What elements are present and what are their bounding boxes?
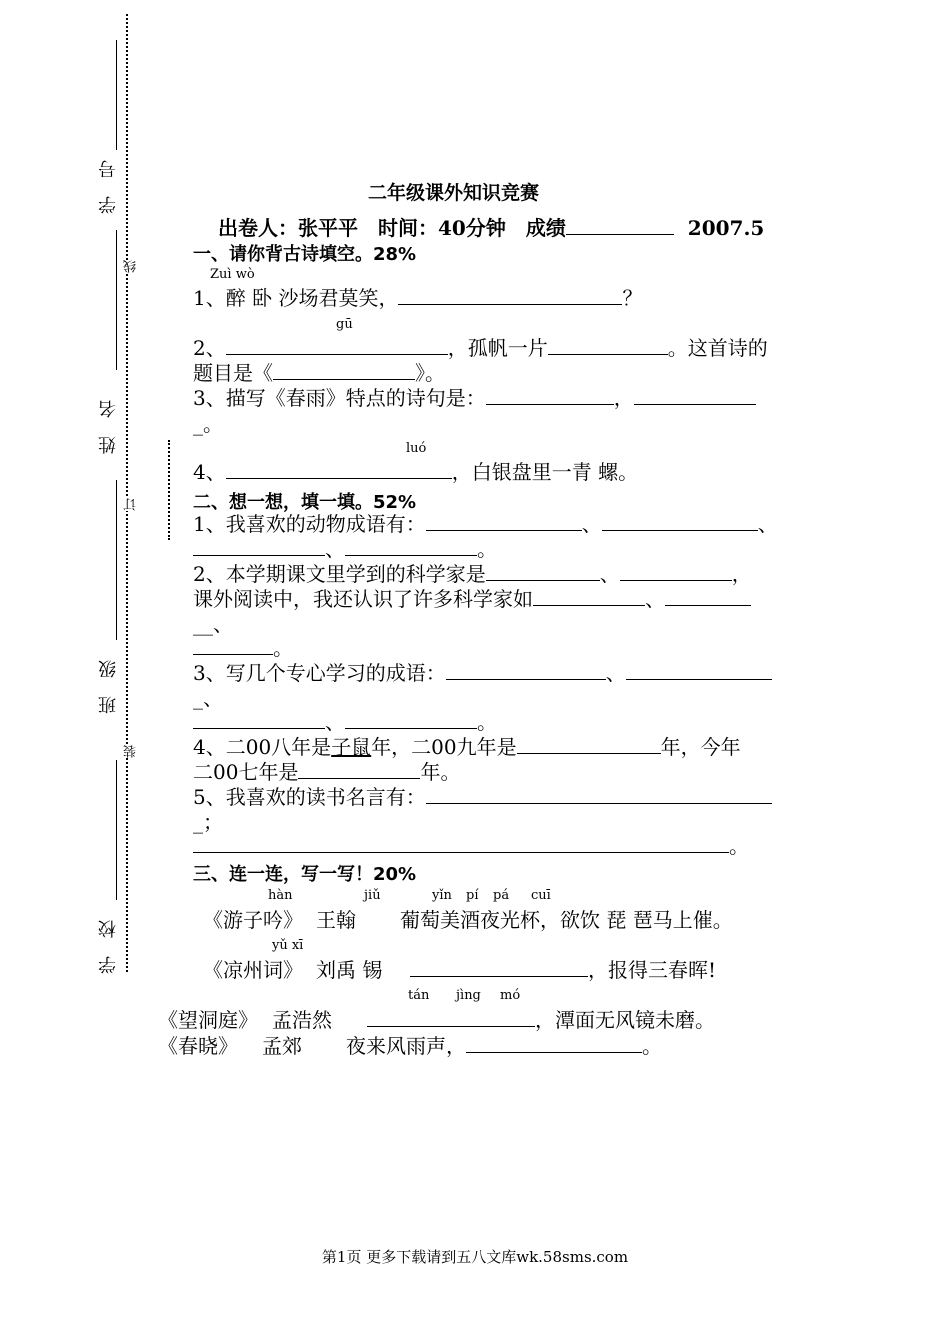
s2-q3-blank4[interactable] xyxy=(345,710,477,729)
s1-q2-text: 2、 xyxy=(193,336,226,360)
s1-q2-title-text: 题目是《 xyxy=(193,361,273,385)
s3-row1-author: 王翰 xyxy=(316,908,356,932)
s2-q2-line3: __、 xyxy=(193,612,233,636)
s1-q2-title-blank[interactable] xyxy=(273,361,415,380)
class-label: 班 级 xyxy=(98,660,119,714)
school-label: 学 校 xyxy=(98,920,119,974)
s2-q5-blank1[interactable] xyxy=(426,785,772,804)
pinyin-cui: cuī xyxy=(531,888,551,903)
page-footer: 第1页 更多下载请到五八文库wk.58sms.com xyxy=(321,1248,629,1266)
s1-q3-blank2[interactable] xyxy=(634,386,756,405)
s2-q4-line2-end: 年。 xyxy=(420,760,461,784)
s1-q1-end: ？ xyxy=(622,286,643,310)
s1-q4 xyxy=(193,460,638,484)
q1-pinyin: Zuì wò xyxy=(210,267,255,282)
s1-q4-text: 4、 xyxy=(193,460,226,484)
exam-info-text: 出卷人：张平平 时间：40分钟 成绩 xyxy=(218,216,566,240)
s2-q2-comma: ， xyxy=(731,562,752,586)
s1-q3-line2: _。 xyxy=(193,412,223,436)
s3-row1-line: 葡萄美酒夜光杯，欲饮 琵 琶马上催。 xyxy=(400,908,733,932)
s2-q1-blank2[interactable] xyxy=(602,512,758,531)
s3-row3-end: ，潭面无风镜未磨。 xyxy=(535,1008,715,1032)
s2-q4-line2-text: 二00七年是 xyxy=(193,760,299,784)
s2-q3-blank2[interactable] xyxy=(626,661,772,680)
class-line xyxy=(116,760,117,900)
q2-pinyin: gū xyxy=(336,317,353,332)
s3-row2-title: 《凉州词》 xyxy=(203,958,303,982)
s3-row2-author: 刘禹 锡 xyxy=(316,958,383,982)
pinyin-han: hàn xyxy=(268,888,293,903)
s2-q3-line2: _、 xyxy=(193,686,223,710)
pinyin-yin: yǐn xyxy=(432,888,452,903)
pinyin-jiu: jiǔ xyxy=(364,888,381,903)
s2-q5 xyxy=(193,785,772,809)
s3-row4-end: 。 xyxy=(642,1034,662,1058)
s3-row4 xyxy=(346,1034,662,1058)
line-mark: 线 xyxy=(124,260,139,273)
s3-row3 xyxy=(367,1008,715,1032)
s1-q2 xyxy=(193,336,768,360)
pinyin-mo: mó xyxy=(500,988,521,1003)
binding-mark: 订 xyxy=(124,498,139,511)
s2-q4 xyxy=(193,735,741,759)
s2-q1-end: 。 xyxy=(477,537,497,561)
s3-row2-blank[interactable] xyxy=(410,958,588,977)
s2-q4-blank2[interactable] xyxy=(298,760,420,779)
s3-row4-title: 《春晓》 xyxy=(158,1034,238,1058)
s1-q3-mid: ， xyxy=(613,386,634,410)
s2-q1-line2 xyxy=(193,537,497,561)
s1-q2-end: 。这首诗的 xyxy=(667,336,768,360)
s2-q1-sep3: 、 xyxy=(325,537,345,561)
s2-q2-line2-text: 课外阅读中，我还认识了许多科学家如 xyxy=(193,587,533,611)
s3-row2-end: ，报得三春晖! xyxy=(588,958,717,982)
s2-q4-answer: 子鼠 xyxy=(331,735,372,759)
student-no-line-2 xyxy=(116,230,117,370)
s1-q4-end: ，白银盘里一青 螺。 xyxy=(451,460,639,484)
s2-q4-text: 4、二00八年是 xyxy=(193,735,332,759)
s1-q3-blank1[interactable] xyxy=(486,386,614,405)
s2-q3-blank1[interactable] xyxy=(446,661,606,680)
pinyin-yuxi: yǔ xī xyxy=(272,938,304,953)
pinyin-pi: pí xyxy=(466,888,479,903)
s1-q2-blank2[interactable] xyxy=(548,336,668,355)
exam-date: 2007.5 xyxy=(687,216,765,240)
s2-q5-line3 xyxy=(193,834,749,858)
pack-mark: 装 xyxy=(124,745,139,758)
s2-q1 xyxy=(193,512,778,536)
page-title: 二年级课外知识竞赛 xyxy=(368,182,540,204)
pinyin-jing: jìng xyxy=(456,988,481,1003)
s2-q1-sep1: 、 xyxy=(581,512,602,536)
s2-q3-end: 。 xyxy=(477,710,497,734)
s1-q3 xyxy=(193,386,756,410)
s2-q4-end: 年，今年 xyxy=(660,735,741,759)
s2-q4-line2 xyxy=(193,760,460,784)
s3-row4-author: 孟郊 xyxy=(262,1034,302,1058)
s2-q2-sep2: 、 xyxy=(645,587,665,611)
s2-q5-line2: _； xyxy=(193,810,223,834)
s1-q1-blank[interactable] xyxy=(398,286,622,305)
s2-q3-blank3[interactable] xyxy=(193,710,325,729)
binding-dotted-line-short xyxy=(168,440,170,540)
name-line xyxy=(116,480,117,640)
s3-row3-author: 孟浩然 xyxy=(272,1008,332,1032)
section3-heading: 三、连一连，写一写！20% xyxy=(193,864,417,885)
s1-q2-mid: ，孤帆一片 xyxy=(447,336,548,360)
s2-q5-end: 。 xyxy=(729,834,749,858)
s3-row4-text: 夜来风雨声， xyxy=(346,1034,466,1058)
s1-q1-text: 1、醉 卧 沙场君莫笑， xyxy=(193,286,399,310)
section2-heading: 二、想一想，填一填。52% xyxy=(193,492,417,513)
s2-q2-text: 2、本学期课文里学到的科学家是 xyxy=(193,562,486,586)
s2-q2-line2 xyxy=(193,587,751,611)
q4-pinyin: luó xyxy=(406,441,427,456)
s2-q1-text: 1、我喜欢的动物成语有： xyxy=(193,512,426,536)
s2-q1-sep2: 、 xyxy=(757,512,778,536)
s3-row3-blank[interactable] xyxy=(367,1008,535,1027)
s2-q3-sep1: 、 xyxy=(605,661,626,685)
student-no-label: 学 号 xyxy=(98,160,119,214)
s2-q1-blank4[interactable] xyxy=(345,537,477,556)
s2-q2-blank3[interactable] xyxy=(533,587,645,606)
s2-q4-mid: 年，二00九年是 xyxy=(371,735,517,759)
s2-q3-line3 xyxy=(193,710,497,734)
s2-q3-text: 3、写几个专心学习的成语： xyxy=(193,661,446,685)
name-label: 姓 名 xyxy=(98,400,119,454)
s2-q2-end: 。 xyxy=(273,636,293,660)
s1-q1 xyxy=(193,286,642,310)
s2-q2-sep1: 、 xyxy=(599,562,620,586)
s1-q2-line2 xyxy=(193,361,445,385)
s1-q2-title-end: 》。 xyxy=(415,361,445,385)
s3-row4-blank[interactable] xyxy=(466,1034,642,1053)
s2-q2 xyxy=(193,562,752,586)
score-blank[interactable] xyxy=(566,216,674,235)
s1-q2-blank1[interactable] xyxy=(226,336,448,355)
s2-q2-blank5[interactable] xyxy=(193,636,273,655)
s3-row2 xyxy=(410,958,716,982)
pinyin-pa: pá xyxy=(493,888,510,903)
binding-dotted-line xyxy=(126,14,128,972)
s2-q2-line4 xyxy=(193,636,293,660)
s2-q2-blank1[interactable] xyxy=(486,562,600,581)
student-no-line xyxy=(116,40,117,150)
s2-q1-blank3[interactable] xyxy=(193,537,325,556)
s2-q3-sep2: 、 xyxy=(325,710,345,734)
pinyin-tan: tán xyxy=(408,988,430,1003)
s2-q2-blank4[interactable] xyxy=(665,587,751,606)
s3-row1-title: 《游子吟》 xyxy=(203,908,303,932)
exam-info xyxy=(218,212,764,241)
s1-q4-blank[interactable] xyxy=(226,460,452,479)
s2-q5-text: 5、我喜欢的读书名言有： xyxy=(193,785,426,809)
section1-heading: 一、请你背古诗填空。28% xyxy=(193,244,417,265)
s2-q2-blank2[interactable] xyxy=(620,562,732,581)
s2-q4-blank1[interactable] xyxy=(517,735,661,754)
s2-q1-blank1[interactable] xyxy=(426,512,582,531)
s1-q3-text: 3、描写《春雨》特点的诗句是： xyxy=(193,386,486,410)
s3-row3-title: 《望洞庭》 xyxy=(158,1008,258,1032)
s2-q5-blank2[interactable] xyxy=(193,834,729,853)
s2-q3 xyxy=(193,661,772,685)
